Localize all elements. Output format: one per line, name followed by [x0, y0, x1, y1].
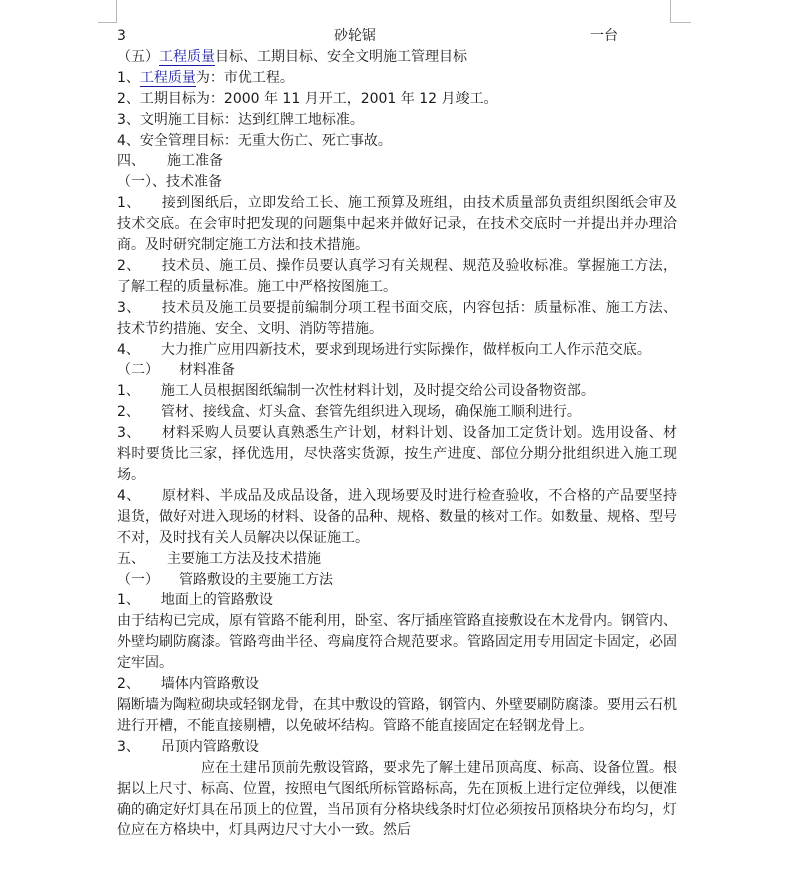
- material-item-4: 4、 原材料、半成品及成品设备，进入现场要及时进行检查验收，不合格的产品要坚持退货，做好对进入现场的材料、设备的品种、规格、数量的核对工作。如数量、规格、型号不对，及时找有关人员解决以保证施工。: [117, 487, 677, 546]
- subsection-heading-technical: （一）、技术准备: [117, 174, 222, 191]
- technical-item-1: 1、 接到图纸后，立即发给工长、施工预算及班组，由技术质量部负责组织图纸会审及技术交底。在会审时把发现的问题集中起来并做好记录，在技术交底时一并提出并办理洽商。及时研究制定施工方法和技术措施。: [117, 195, 677, 254]
- section-heading-preparation: 四、 施工准备: [117, 153, 223, 170]
- piping-heading-floor: 1、 地面上的管路敷设: [117, 592, 273, 609]
- piping-heading-ceiling: 3、 吊顶内管路敷设: [117, 738, 259, 755]
- civilized-construction-target: 3、文明施工目标：达到红牌工地标准。: [117, 111, 364, 128]
- document-body: [117, 26, 677, 841]
- schedule-target: 2、工期目标为：2000 年 11 月开工，2001 年 12 月竣工。: [117, 90, 498, 107]
- subsection-heading-piping: （一） 管路敷设的主要施工方法: [117, 571, 333, 588]
- piping-heading-wall: 2、 墙体内管路敷设: [117, 676, 259, 693]
- technical-item-4: 4、 大力推广应用四新技术，要求到现场进行实际操作，做样板向工人作示范交底。: [117, 341, 651, 358]
- subsection-heading-materials: （二） 材料准备: [117, 362, 235, 379]
- material-item-2: 2、 管材、接线盒、灯头盒、套管先组织进入现场，确保施工顺利进行。: [117, 404, 581, 421]
- piping-body-wall: 隔断墙为陶粒砌块或轻钢龙骨，在其中敷设的管路，钢管内、外壁要刷防腐漆。要用云石机进行开槽，不能直接剔槽，以免破坏结构。管路不能直接固定在轻钢龙骨上。: [117, 696, 677, 734]
- quality-link[interactable]: 工程质量: [159, 48, 215, 65]
- page-corner-mark-right: [670, 0, 691, 23]
- piping-body-floor: 由于结构已完成，原有管路不能利用，卧室、客厅插座管路直接敷设在木龙骨内。钢管内、外壁均刷防腐漆。管路弯曲半径、弯扁度符合规范要求。管路固定用专用固定卡固定，必固定牢固。: [117, 613, 677, 672]
- material-item-1: 1、 施工人员根据图纸编制一次性材料计划，及时提交给公司设备物资部。: [117, 383, 595, 400]
- safety-target: 4、安全管理目标：无重大伤亡、死亡事故。: [117, 132, 392, 149]
- piping-body-ceiling: 应在土建吊顶前先敷设管路，要求先了解土建吊顶高度、标高、设备位置。根据以上尺寸、标高、位置，按照电气图纸所标管路标高，先在顶板上进行定位弹线，以便准确的确定好灯具在吊顶上的位置，当吊顶有分格块线条时灯位必须按吊顶格块分布均匀，灯位应在方格块中，灯具两边尺寸大小一致。然后: [117, 759, 677, 839]
- section-heading-methods: 五、 主要施工方法及技术措施: [117, 550, 321, 567]
- heading-quality-targets: （五）工程质量目标、工期目标、安全文明施工管理目标: [117, 48, 467, 65]
- technical-item-3: 3、 技术员及施工员要提前编制分项工程书面交底，内容包括：质量标准、施工方法、技术节约措施、安全、文明、消防等措施。: [117, 299, 677, 337]
- row-number: 3: [117, 28, 126, 44]
- page-corner-mark-left: [98, 0, 117, 23]
- quality-link[interactable]: 工程质量: [139, 69, 196, 86]
- equipment-name: 砂轮锯: [334, 28, 376, 44]
- technical-item-2: 2、 技术员、施工员、操作员要认真学习有关规程、规范及验收标准。掌握施工方法，了解工程的质量标准。施工中严格按图施工。: [117, 257, 677, 295]
- equipment-quantity: 一台: [590, 28, 618, 44]
- material-item-3: 3、 材料采购人员要认真熟悉生产计划，材料计划、设备加工定货计划。选用设备、材料时要货比三家，择优选用，尽快落实货源，按生产进度、部位分期分批组织进入施工现场。: [117, 425, 677, 484]
- equipment-table-row: [117, 26, 677, 47]
- quality-target: 1、工程质量为：市优工程。: [117, 69, 294, 86]
